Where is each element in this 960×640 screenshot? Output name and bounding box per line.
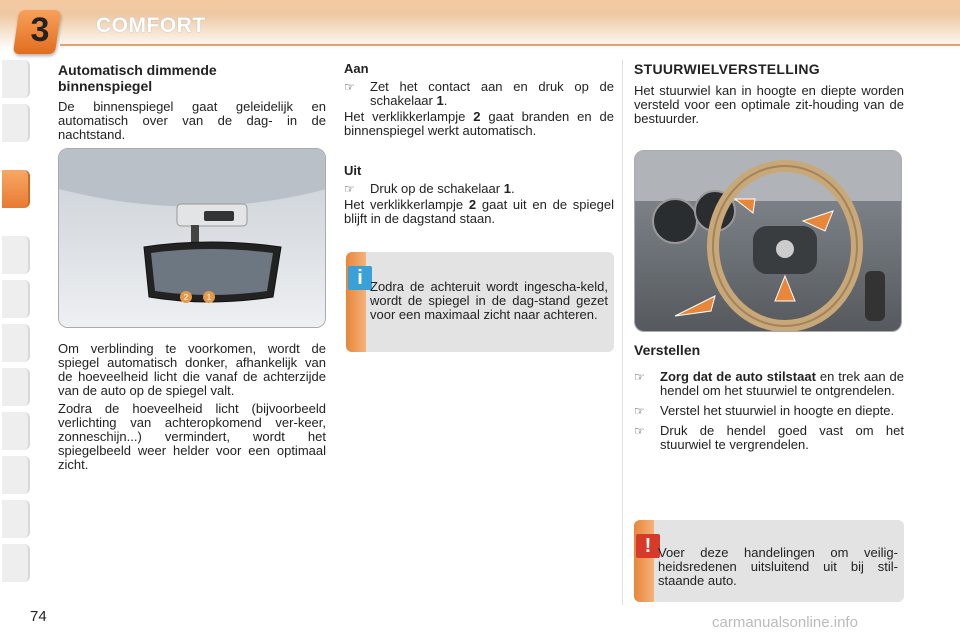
mirror-photo	[58, 148, 326, 328]
aan-bullet	[344, 80, 614, 108]
chapter-tab-3-active[interactable]	[2, 170, 30, 208]
mirror-body-column	[58, 342, 326, 476]
page-title: COMFORT	[96, 14, 206, 37]
warning-text: Voer deze handelingen om veilig-heidsredenen uitsluitend uit bij stil-staande auto.	[658, 545, 898, 588]
chapter-tab-11[interactable]	[2, 544, 30, 582]
steering-bullet-2-text: Verstel het stuurwiel in hoogte en diepte.	[660, 403, 895, 418]
mirror-heading-line2: binnenspiegel	[58, 78, 153, 94]
chapter-tab-4[interactable]	[2, 236, 30, 274]
uit-body-ref: 2	[468, 197, 477, 212]
steering-intro-column	[634, 62, 904, 130]
steering-bullet-3-text: Druk de hendel goed vast om het stuurwiel te vergrendelen.	[660, 423, 904, 452]
exclamation-icon: !	[636, 534, 660, 558]
photo-label-2: 2	[183, 293, 189, 302]
chapter-tab-5[interactable]	[2, 280, 30, 318]
steering-intro-text: Het stuurwiel kan in hoogte en diepte worden versteld voor een optimale zit-houding van de bestuurder.	[634, 83, 904, 126]
mirror-heading-line1: Automatisch dimmende	[58, 62, 217, 78]
chapter-tab-9[interactable]	[2, 456, 30, 494]
info-text: Zodra de achteruit wordt ingescha-keld, wordt de spiegel in de dag-stand gezet voor een maximaal zicht naar achteren.	[370, 279, 608, 322]
info-icon: i	[348, 266, 372, 290]
mirror-operation-column	[344, 62, 614, 230]
chapter-tab-10[interactable]	[2, 500, 30, 538]
verstellen-heading: Verstellen	[634, 342, 701, 358]
pointing-hand-icon: ☞	[634, 370, 645, 384]
steering-bullet-2	[634, 404, 904, 418]
aan-body	[344, 110, 614, 138]
mirror-intro-column	[58, 62, 326, 146]
chapter-tab-strip	[0, 60, 34, 580]
aan-body-a: Het verklikkerlampje	[344, 109, 466, 124]
pointing-hand-icon: ☞	[344, 80, 355, 94]
mirror-intro-text: De binnenspiegel gaat geleidelijk en automatisch over van de dag- in de nachtstand.	[58, 99, 326, 142]
rear-view-mirror-illustration	[59, 149, 326, 328]
uit-bullet-text: Druk op de schakelaar	[370, 181, 501, 196]
chapter-tab-7[interactable]	[2, 368, 30, 406]
page-number: 74	[30, 608, 47, 625]
photo-label-1: 1	[206, 293, 212, 302]
uit-body	[344, 198, 614, 226]
pointing-hand-icon: ☞	[634, 404, 645, 418]
steering-wheel-photo	[634, 150, 902, 332]
uit-bullet	[344, 182, 614, 196]
steering-bullet-3	[634, 424, 904, 452]
uit-body-a: Het verklikkerlampje	[344, 197, 464, 212]
chapter-number: 3	[30, 11, 50, 49]
header-rule	[60, 44, 960, 46]
steering-bullet-1-text: en trek aan de hendel om het stuurwiel te ontgrendelen.	[660, 369, 904, 398]
pointing-hand-icon: ☞	[344, 182, 355, 196]
aan-bullet-text: Zet het contact aan en druk op de schakelaar	[370, 79, 614, 108]
uit-bullet-ref: 1	[503, 181, 511, 196]
steering-bullet-1	[634, 370, 904, 398]
aan-heading: Aan	[344, 61, 369, 76]
aan-bullet-ref: 1	[436, 93, 444, 108]
mirror-body-text-1: Om verblinding te voorkomen, wordt de spiegel automatisch donker, afhankelijk van de hoeveelheid licht die vanaf de achterzijde van de auto op de spiegel valt.	[58, 341, 326, 398]
mirror-body-text-2: Zodra de hoeveelheid licht (bijvoorbeeld verlichting van achteropkomend ver-keer, zonneschijn...) vermindert, wordt het spiegelbeeld weer helder voor een optimaal zicht.	[58, 401, 326, 472]
steering-wheel-illustration	[635, 151, 902, 332]
warning-box	[634, 520, 904, 602]
chapter-tab-8[interactable]	[2, 412, 30, 450]
uit-body-b: gaat uit en de spiegel blijft in de dagstand staan.	[344, 197, 614, 226]
chapter-tab-2[interactable]	[2, 104, 30, 142]
warning-box-accent	[634, 520, 654, 602]
chapter-tab-6[interactable]	[2, 324, 30, 362]
info-box	[346, 252, 614, 352]
watermark: carmanualsonline.info	[712, 614, 858, 631]
steering-bullet-1-bold: Zorg dat de auto stilstaat	[660, 369, 816, 384]
aan-bullet-end: .	[443, 93, 448, 108]
chapter-tab-1[interactable]	[2, 60, 30, 98]
aan-body-ref: 2	[473, 109, 481, 124]
steering-heading: STUURWIELVERSTELLING	[634, 61, 820, 77]
uit-heading: Uit	[344, 163, 362, 178]
aan-body-b: gaat branden en de binnenspiegel werkt automatisch.	[344, 109, 614, 138]
column-divider	[622, 60, 623, 605]
steering-adjust-column	[634, 342, 904, 454]
uit-bullet-end: .	[510, 181, 515, 196]
pointing-hand-icon: ☞	[634, 424, 645, 438]
